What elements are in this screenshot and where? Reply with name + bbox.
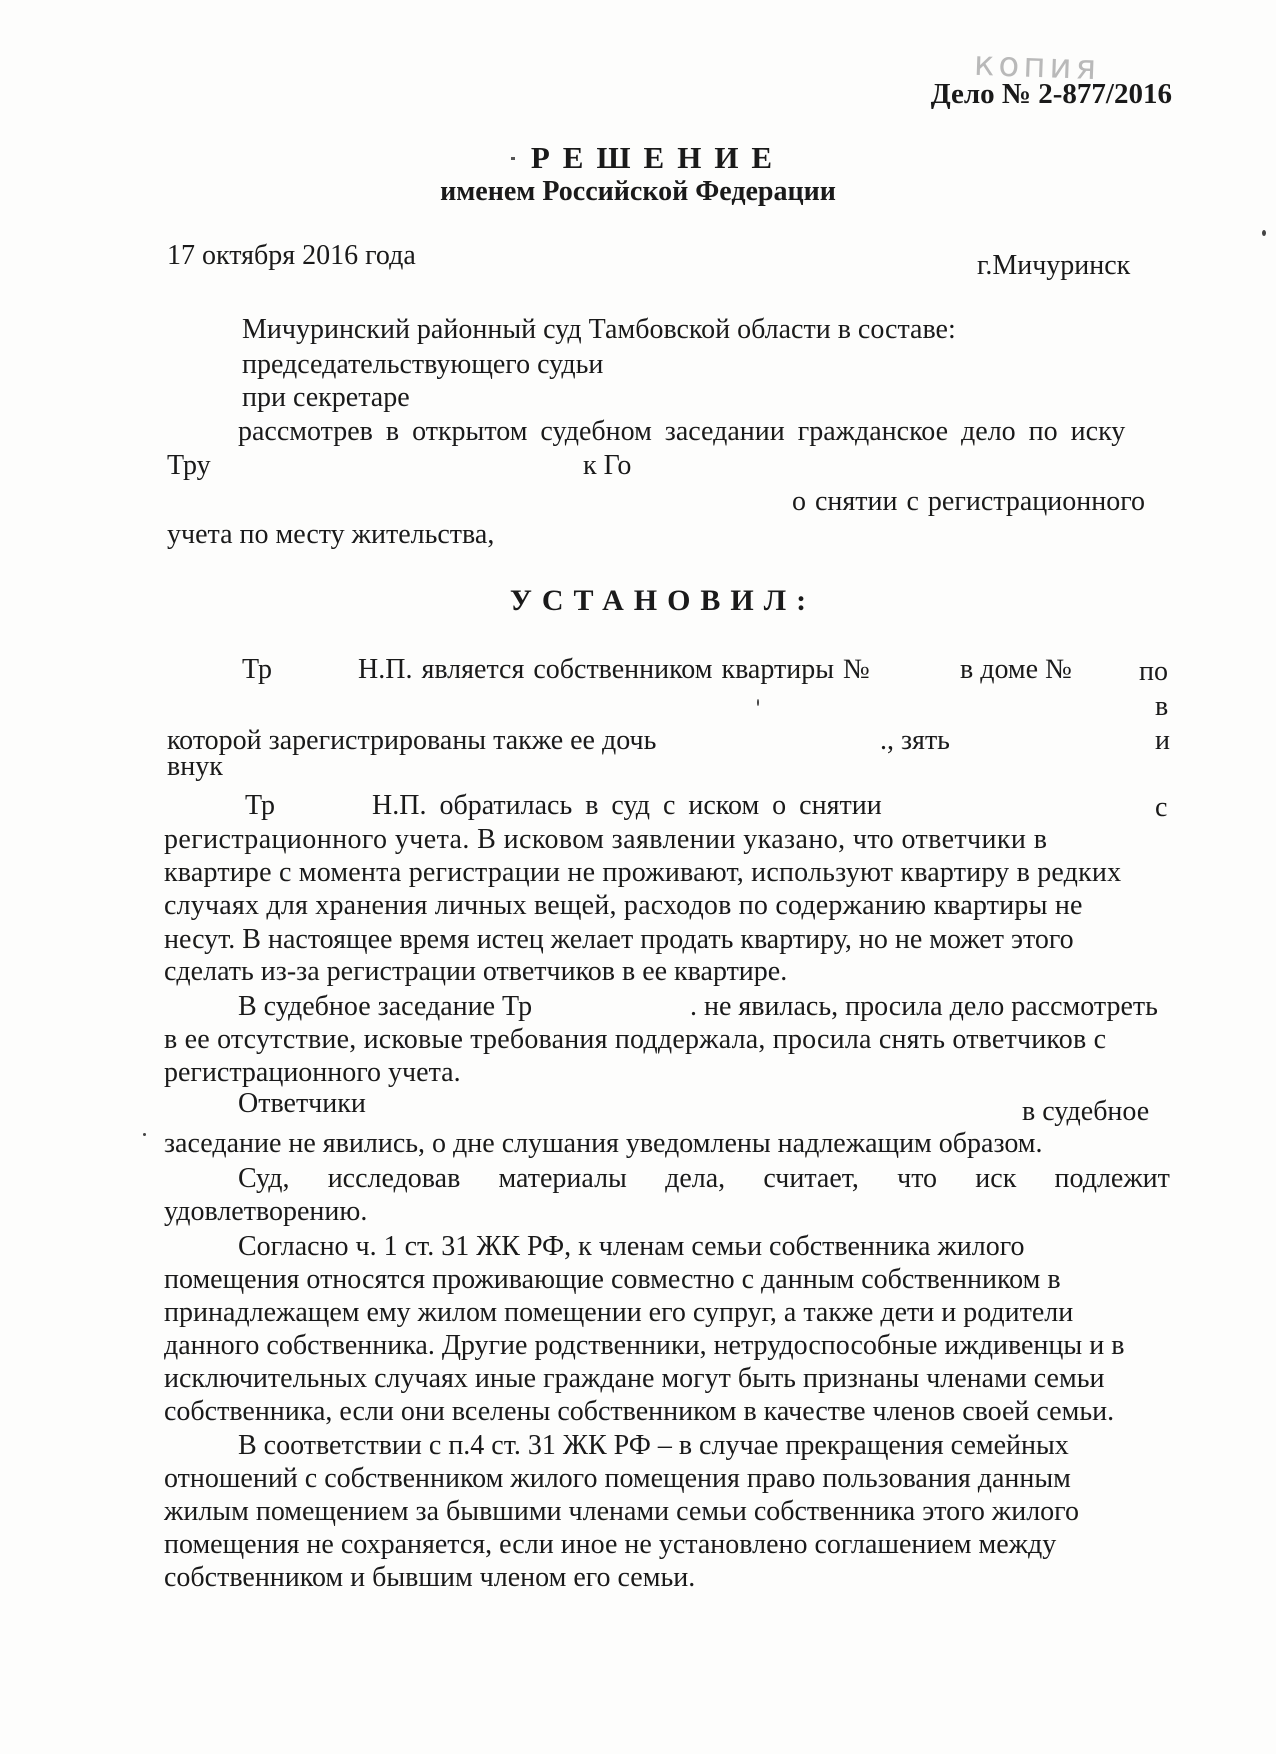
plaintiff-name-fragment: Тру	[167, 450, 211, 481]
scan-speck	[757, 699, 759, 706]
intro-line	[238, 418, 1170, 446]
scan-speck	[1262, 230, 1266, 236]
p2-line: квартире с момента регистрации не проживают, используют квартиру в редких	[164, 857, 1122, 888]
p7-line: отношений с собственником жилого помещения право пользования данным	[164, 1463, 1071, 1494]
p2-word: Н.П. обратилась в суд с иском о снятии	[372, 790, 882, 821]
intro-line: при секретаре	[242, 382, 410, 413]
p6-line: Согласно ч. 1 ст. 31 ЖК РФ, к членам семьи собственника жилого	[238, 1231, 1025, 1262]
p6-line: данного собственника. Другие родственники, нетрудоспособные иждивенцы и в	[164, 1330, 1125, 1361]
p4-line: в судебное	[1022, 1096, 1150, 1127]
p3-line: В судебное заседание Тр	[238, 991, 533, 1022]
p6-line: собственника, если они вселены собственником в качестве членов своей семьи.	[164, 1396, 1115, 1427]
p1-word: в	[1155, 691, 1169, 722]
decision-date: 17 октября 2016 года	[167, 240, 416, 271]
case-number: Дело № 2-877/2016	[930, 78, 1172, 110]
p5-word: что	[897, 1163, 938, 1194]
p1-word: внук	[167, 751, 223, 782]
p2-word: Тр	[245, 790, 276, 821]
p2-word: с	[1155, 792, 1168, 823]
intro-text: рассмотрев в открытом судебном заседании гражданское дело по иску	[238, 416, 1126, 447]
intro-line: о снятии с регистрационного	[792, 486, 1145, 517]
p5-word: иск	[975, 1163, 1017, 1194]
p2-line: несут. В настоящее время истец желает продать квартиру, но не может этого	[164, 924, 1074, 955]
p2-line: случаях для хранения личных вещей, расходов по содержанию квартиры не	[164, 890, 1083, 921]
document-subtitle: именем Российской Федерации	[440, 176, 836, 207]
p3-line: в ее отсутствие, исковые требования поддержала, просила снять ответчиков с	[164, 1024, 1107, 1055]
p1-word: Н.П. является собственником квартиры №	[358, 654, 870, 685]
p5-word: материалы	[498, 1163, 627, 1194]
scan-speck	[143, 1133, 146, 1136]
p5-word: считает,	[763, 1163, 859, 1194]
p1-word: Тр	[242, 654, 273, 685]
p5-word: дела,	[665, 1163, 726, 1194]
intro-line: учета по месту жительства,	[167, 519, 495, 550]
p1-word: и	[1155, 725, 1170, 756]
p5-word: исследовав	[327, 1163, 461, 1194]
p5-line	[238, 1165, 1170, 1193]
defendant-name-fragment: к Го	[583, 450, 632, 481]
p7-line: помещения не сохраняется, если иное не установлено соглашением между	[164, 1529, 1057, 1560]
p1-word: по	[1139, 656, 1168, 687]
p7-line: жилым помещением за бывшими членами семьи собственника этого жилого	[164, 1496, 1079, 1527]
intro-line: председательствующего судьи	[242, 349, 604, 380]
p6-line: помещения относятся проживающие совместно с данным собственником в	[164, 1264, 1061, 1295]
p2-line: сделать из-за регистрации ответчиков в ее квартире.	[164, 956, 788, 987]
p4-line: заседание не явились, о дне слушания уведомлены надлежащим образом.	[164, 1128, 1043, 1159]
p5-word: Суд,	[238, 1163, 290, 1194]
p7-line: собственником и бывшим членом его семьи.	[164, 1562, 696, 1593]
intro-line: Мичуринский районный суд Тамбовской области в составе:	[242, 314, 956, 345]
p6-line: принадлежащем ему жилом помещении его супруг, а также дети и родители	[164, 1297, 1074, 1328]
decision-city: г.Мичуринск	[977, 250, 1131, 281]
p7-line: В соответствии с п.4 ст. 31 ЖК РФ – в случае прекращения семейных	[238, 1430, 1069, 1461]
p6-line: исключительных случаях иные граждане могут быть признаны членами семьи	[164, 1363, 1105, 1394]
section-heading-established: УСТАНОВИЛ:	[509, 584, 817, 617]
p5-word: подлежит	[1054, 1163, 1170, 1194]
p1-word: ., зять	[880, 725, 950, 756]
p5-line: удовлетворению.	[164, 1196, 368, 1227]
copy-stamp: копия	[973, 43, 1101, 89]
p1-word: в доме №	[960, 654, 1072, 685]
p2-line: регистрационного учета. В исковом заявлении указано, что ответчики в	[164, 824, 1048, 855]
p3-line: регистрационного учета.	[164, 1057, 461, 1088]
document-title: РЕШЕНИЕ	[530, 140, 786, 175]
p1-word: которой зарегистрированы также ее дочь	[167, 725, 657, 756]
p3-line: . не явилась, просила дело рассмотреть	[690, 991, 1158, 1022]
p4-line: Ответчики	[238, 1088, 366, 1119]
